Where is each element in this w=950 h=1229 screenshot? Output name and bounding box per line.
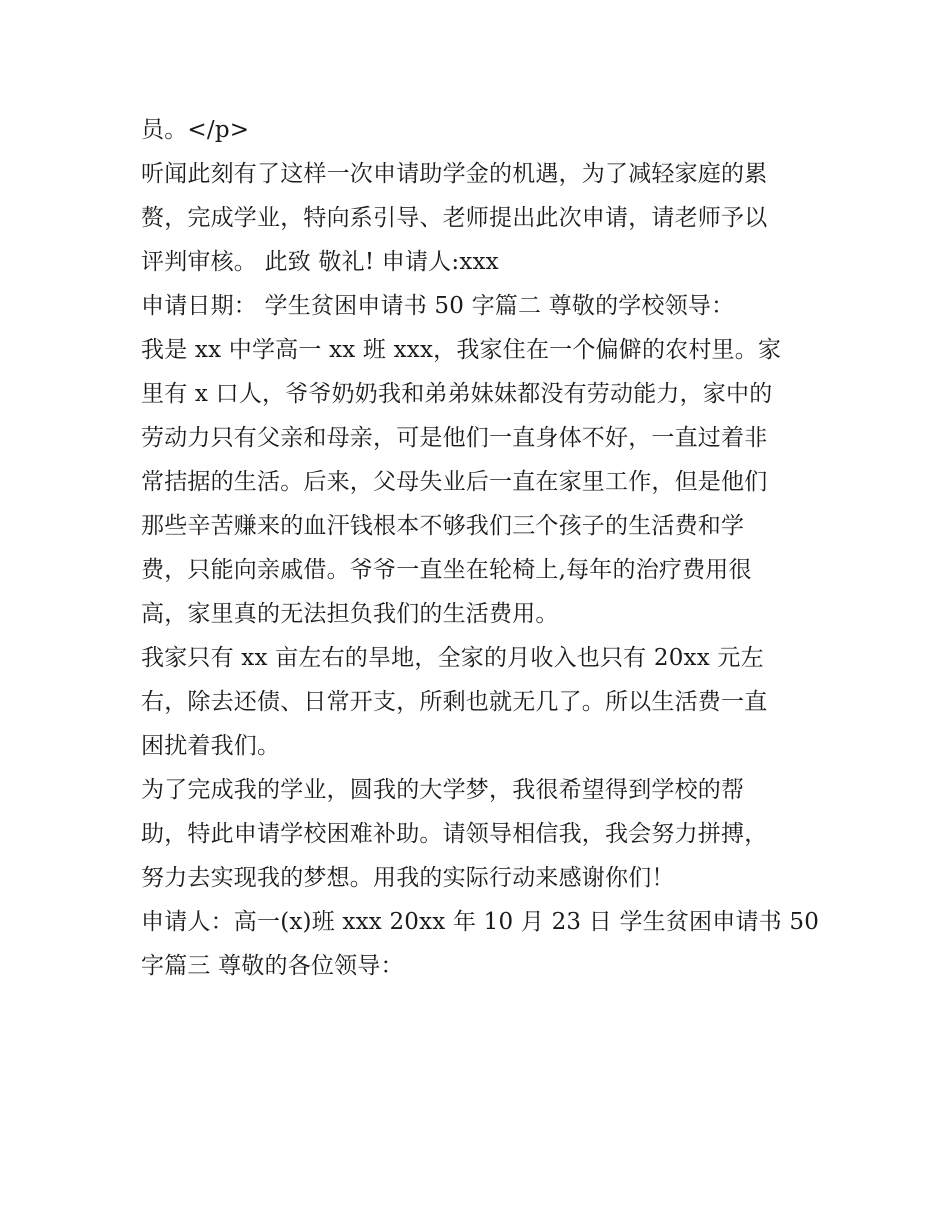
text-line: 赘，完成学业，特向系引导、老师提出此次申请，请老师予以 (141, 205, 768, 231)
document-body (141, 108, 820, 988)
text-line: 高，家里真的无法担负我们的生活费用。 (141, 601, 559, 627)
text-line: 我家只有 xx 亩左右的旱地，全家的月收入也只有 20xx 元左 (141, 645, 764, 671)
text-line: 费，只能向亲戚借。爷爷一直坐在轮椅上,每年的治疗费用很 (141, 557, 752, 583)
text-line: 评判审核。 此致 敬礼! 申请人:xxx (141, 249, 499, 275)
text-line: 员。</p> (141, 117, 250, 143)
text-line: 右，除去还债、日常开支，所剩也就无几了。所以生活费一直 (141, 689, 768, 715)
text-line: 字篇三 尊敬的各位领导： (141, 953, 404, 979)
text-line: 我是 xx 中学高一 xx 班 xxx，我家住在一个偏僻的农村里。家 (141, 337, 782, 363)
text-line: 常拮据的生活。后来，父母失业后一直在家里工作，但是他们 (141, 469, 768, 495)
text-line: 里有 x 口人，爷爷奶奶我和弟弟妹妹都没有劳动能力，家中的 (141, 381, 773, 407)
text-line: 助，特此申请学校困难补助。请领导相信我，我会努力拼搏， (141, 821, 768, 847)
text-line: 努力去实现我的梦想。用我的实际行动来感谢你们！ (141, 865, 675, 891)
text-line: 听闻此刻有了这样一次申请助学金的机遇，为了减轻家庭的累 (141, 161, 768, 187)
text-line: 那些辛苦赚来的血汗钱根本不够我们三个孩子的生活费和学 (141, 513, 745, 539)
text-line: 申请人：高一(x)班 xxx 20xx 年 10 月 23 日 学生贫困申请书 50 (141, 909, 820, 935)
text-line: 劳动力只有父亲和母亲，可是他们一直身体不好，一直过着非 (141, 425, 768, 451)
text-line: 困扰着我们。 (141, 733, 281, 759)
text-line: 申请日期： 学生贫困申请书 50 字篇二 尊敬的学校领导： (141, 293, 735, 319)
text-line: 为了完成我的学业，圆我的大学梦，我很希望得到学校的帮 (141, 777, 745, 803)
